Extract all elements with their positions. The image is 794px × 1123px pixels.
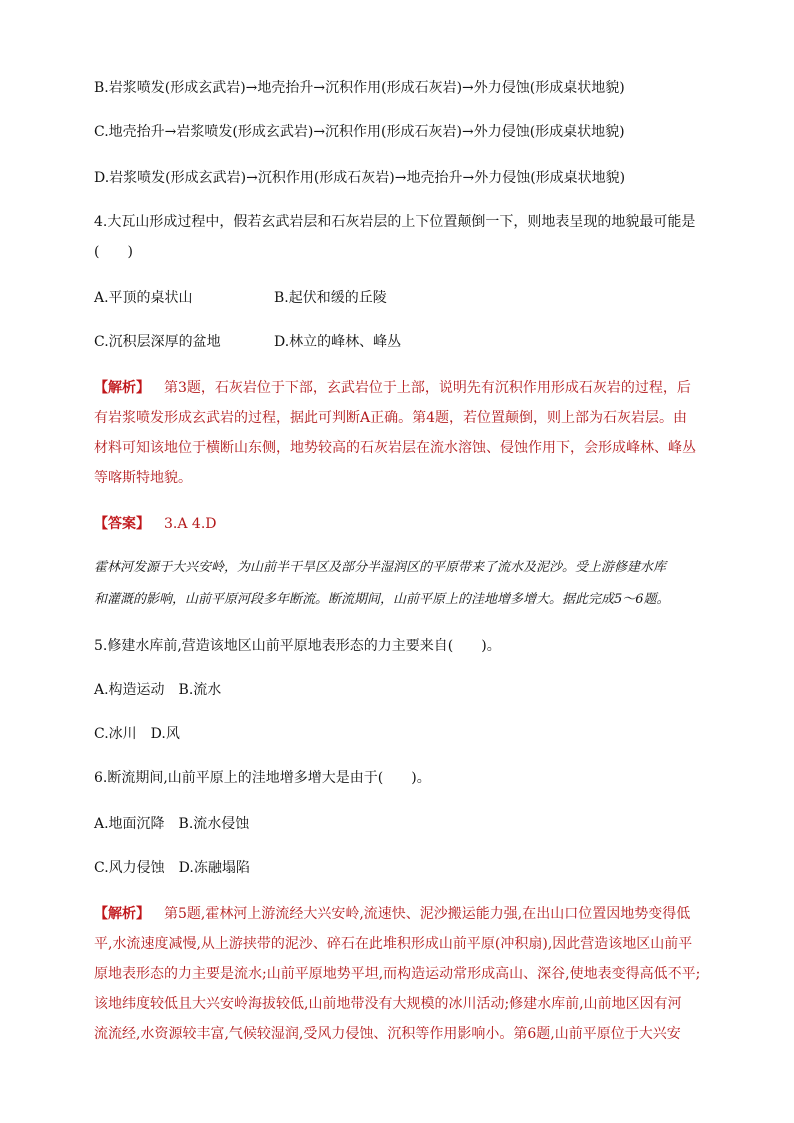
q4-stem: 4.大瓦山形成过程中，假若玄武岩层和石灰岩层的上下位置颠倒一下，则地表呈现的地貌最可能是 (94, 214, 696, 230)
analysis2-text1: 第5题,霍林河上游流经大兴安岭,流速快、泥沙搬运能力强,在出山口位置因地势变得低 (164, 906, 691, 922)
analysis2-line4: 该地纬度较低且大兴安岭海拔较低,山前地带没有大规模的冰川活动;修建水库前,山前地区因有河 (94, 996, 682, 1012)
analysis1-line3: 材料可知该地位于横断山东侧，地势较高的石灰岩层在流水溶蚀、侵蚀作用下，会形成峰林、峰丛 (94, 440, 696, 456)
q6-stem: 6.断流期间,山前平原上的洼地增多增大是由于( )。 (94, 770, 431, 786)
passage-line2: 和灌溉的影响，山前平原河段多年断流。断流期间，山前平原上的洼地增多增大。据此完成5～6题。 (94, 592, 670, 607)
q5-options-ab: A.构造运动 B.流水 (94, 682, 222, 698)
q4-stem-blank: ( ) (94, 244, 133, 260)
analysis-tag: 【解析】 (94, 906, 150, 922)
answer1-text: 3.A 4.D (164, 516, 217, 532)
q3-option-c: C.地壳抬升→岩浆喷发(形成玄武岩)→沉积作用(形成石灰岩)→外力侵蚀(形成桌状地貌) (94, 124, 625, 140)
q4-options-row2 (94, 332, 714, 352)
analysis-tag: 【解析】 (94, 380, 150, 396)
analysis1-text1: 第3题，石灰岩位于下部，玄武岩位于上部，说明先有沉积作用形成石灰岩的过程，后 (164, 380, 691, 396)
q5-stem: 5.修建水库前,营造该地区山前平原地表形态的力主要来自( )。 (94, 638, 501, 654)
q3-option-b: B.岩浆喷发(形成玄武岩)→地壳抬升→沉积作用(形成石灰岩)→外力侵蚀(形成桌状地貌) (94, 80, 625, 96)
analysis1-line4: 等喀斯特地貌。 (94, 470, 192, 486)
q5-options-cd: C.冰川 D.风 (94, 726, 180, 742)
analysis2-line2: 平,水流速度减慢,从上游挟带的泥沙、碎石在此堆积形成山前平原(冲积扇),因此营造该地区山前平 (94, 936, 693, 952)
q4-option-a: A.平顶的桌状山 (94, 290, 193, 306)
passage-line1: 霍林河发源于大兴安岭，为山前半干旱区及部分半湿润区的平原带来了流水及泥沙。受上游修建水库 (94, 560, 667, 575)
q3-option-d: D.岩浆喷发(形成玄武岩)→沉积作用(形成石灰岩)→地壳抬升→外力侵蚀(形成桌状地貌) (94, 170, 626, 186)
answer-tag: 【答案】 (94, 516, 150, 532)
analysis1-line1 (94, 378, 714, 398)
q4-option-b: B.起伏和缓的丘陵 (274, 290, 387, 306)
analysis2-line1 (94, 904, 714, 924)
q6-options-cd: C.风力侵蚀 D.冻融塌陷 (94, 860, 250, 876)
analysis1-line2: 有岩浆喷发形成玄武岩的过程，据此可判断A正确。第4题，若位置颠倒，则上部为石灰岩层。由 (94, 410, 688, 426)
q6-options-ab: A.地面沉降 B.流水侵蚀 (94, 816, 250, 832)
analysis2-line3: 原地表形态的力主要是流水;山前平原地势平坦,而构造运动常形成高山、深谷,使地表变得高低不平; (94, 966, 701, 982)
analysis2-line5: 流流经,水资源较丰富,气候较湿润,受风力侵蚀、沉积等作用影响小。第6题,山前平原位于大兴安 (94, 1026, 681, 1042)
answer1 (94, 514, 714, 534)
q4-option-d: D.林立的峰林、峰丛 (274, 334, 402, 350)
q4-options-row1 (94, 288, 714, 308)
q4-option-c: C.沉积层深厚的盆地 (94, 334, 221, 350)
